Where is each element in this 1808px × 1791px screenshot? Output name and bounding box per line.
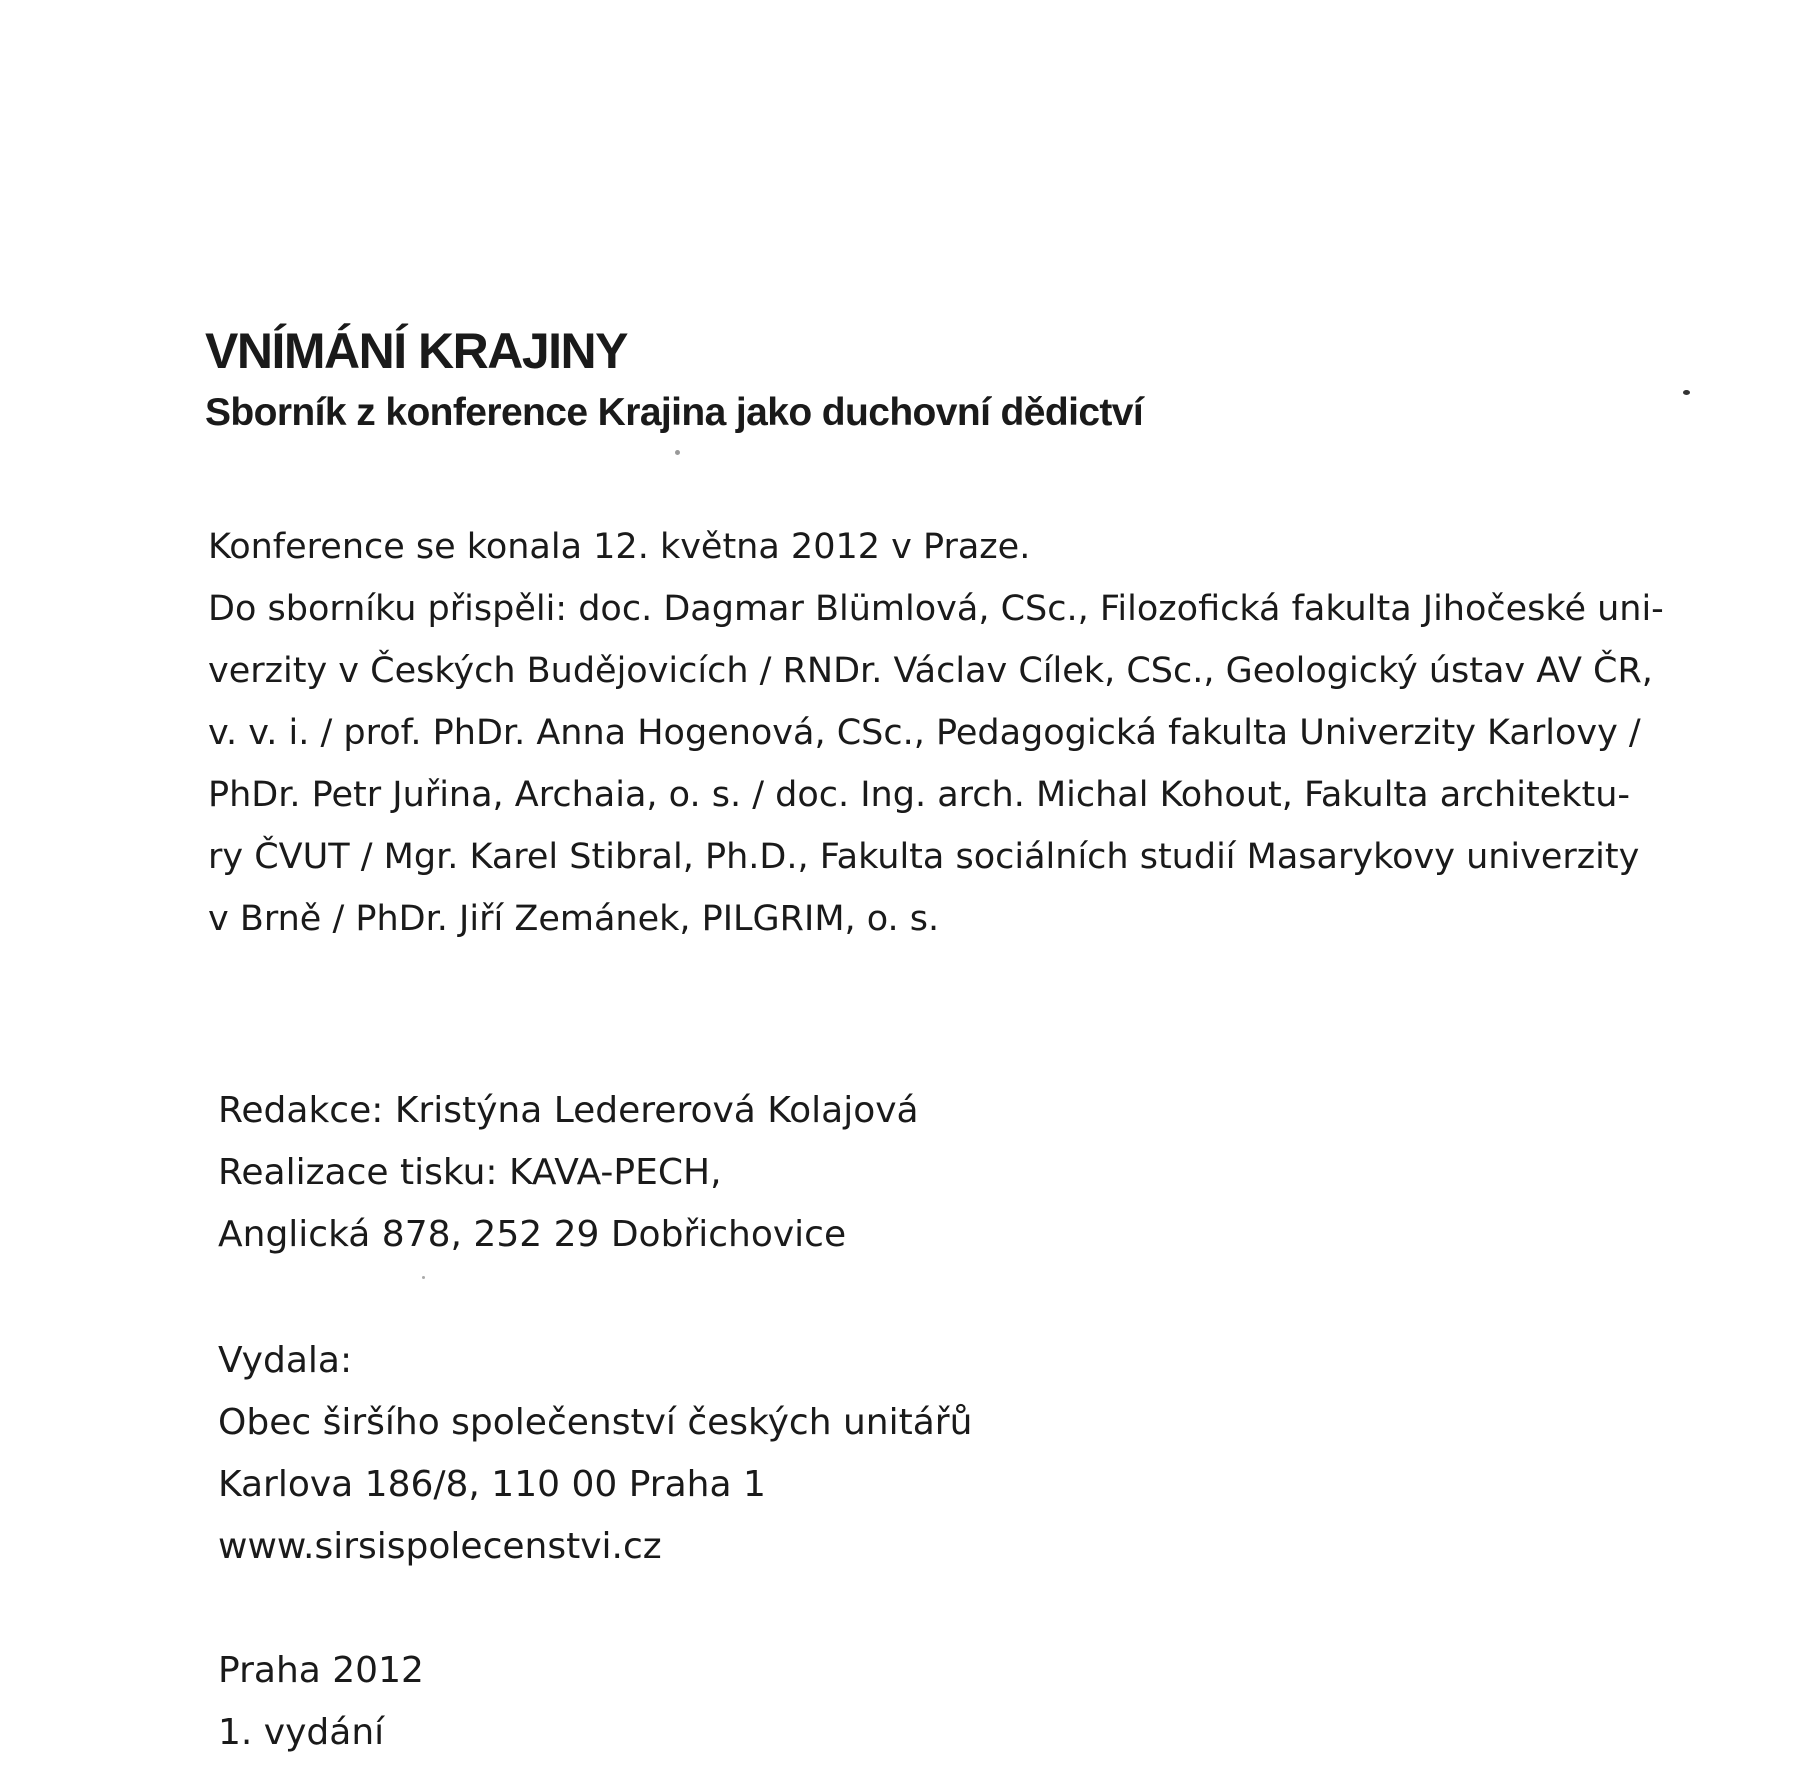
paragraph-line: verzity v Českých Budějovicích / RNDr. Václav Cílek, CSc., Geologický ústav AV ČR, (208, 651, 1653, 691)
publisher-name: Obec širšího společenství českých unitářů (218, 1402, 973, 1443)
credits-block (218, 1080, 919, 1266)
paragraph-line: PhDr. Petr Juřina, Archaia, o. s. / doc. Ing. arch. Michal Kohout, Fakulta architektu- (208, 775, 1631, 815)
paragraph-line: Do sborníku přispěli: doc. Dagmar Blümlová, CSc., Filozofická fakulta Jihočeské uni- (208, 589, 1664, 629)
publisher-label: Vydala: (218, 1340, 353, 1381)
publisher-block (218, 1330, 972, 1578)
publisher-address: Karlova 186/8, 110 00 Praha 1 (218, 1464, 766, 1505)
paragraph-line: Konference se konala 12. května 2012 v Praze. (208, 527, 1031, 567)
imprint-edition: 1. vydání (218, 1712, 385, 1753)
conference-paragraph (208, 516, 1698, 950)
printing-credit: Realizace tisku: KAVA-PECH, (218, 1152, 722, 1193)
paragraph-line: v Brně / PhDr. Jiří Zemánek, PILGRIM, o. s. (208, 899, 940, 939)
printing-address: Anglická 878, 252 29 Dobřichovice (218, 1214, 847, 1255)
imprint-block (218, 1640, 424, 1764)
document-subtitle: Sborník z konference Krajina jako duchovní dědictví (205, 391, 1144, 434)
scan-speck (1683, 390, 1690, 395)
publisher-website: www.sirsispolecenstvi.cz (218, 1526, 662, 1567)
scan-speck (675, 450, 680, 455)
paragraph-line: v. v. i. / prof. PhDr. Anna Hogenová, CSc., Pedagogická fakulta Univerzity Karlovy / (208, 713, 1641, 753)
imprint-place-year: Praha 2012 (218, 1650, 424, 1691)
paragraph-line: ry ČVUT / Mgr. Karel Stibral, Ph.D., Fakulta sociálních studií Masarykovy univerzity (208, 837, 1640, 877)
scan-speck (422, 1276, 425, 1279)
editor-credit: Redakce: Kristýna Ledererová Kolajová (218, 1090, 919, 1131)
document-title: VNÍMÁNÍ KRAJINY (205, 323, 627, 379)
